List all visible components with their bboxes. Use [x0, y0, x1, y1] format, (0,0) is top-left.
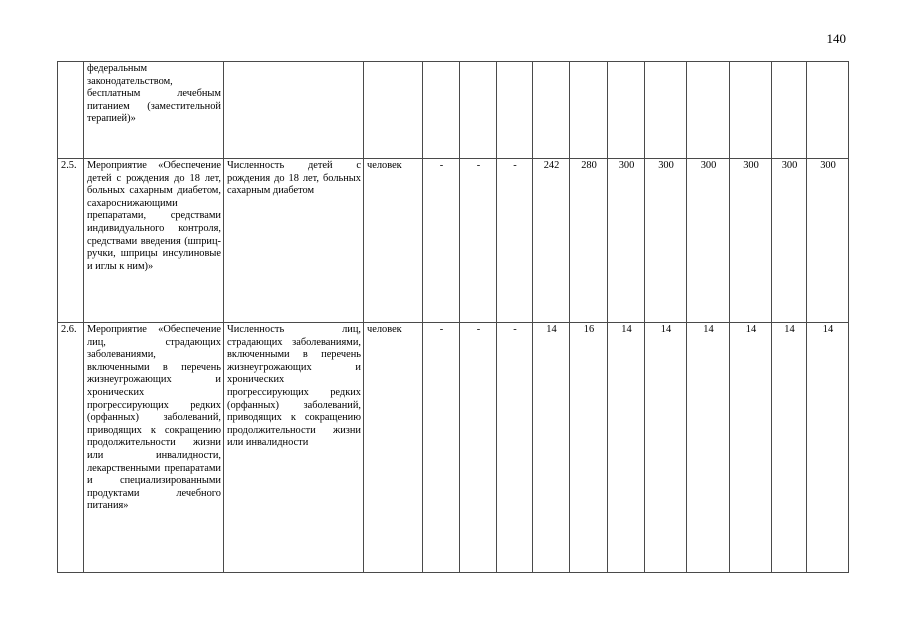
value-cell: [645, 62, 687, 159]
value-cell: 14: [730, 323, 772, 573]
value-cell: 14: [533, 323, 570, 573]
value-cell: [423, 62, 460, 159]
value-cell: 300: [730, 159, 772, 323]
page-number: 140: [826, 31, 846, 46]
value-cell: 300: [645, 159, 687, 323]
value-cell: [608, 62, 645, 159]
value-cell: [460, 62, 497, 159]
value-cell: 14: [645, 323, 687, 573]
value-cell: -: [423, 159, 460, 323]
table-row: [58, 323, 849, 573]
value-cell: [497, 62, 533, 159]
value-cell: 242: [533, 159, 570, 323]
value-cell: -: [423, 323, 460, 573]
measure-description: Мероприятие «Обеспечение детей с рождения до 18 лет, больных сахарным диабетом, сахароснижающими препаратами, средствами индивидуального контроля, средствами введения (шприц-ручки, шприцы инсулиновые и иглы к ним)»: [84, 159, 224, 323]
value-cell: [570, 62, 608, 159]
value-cell: -: [460, 323, 497, 573]
value-cell: 14: [807, 323, 849, 573]
value-cell: -: [497, 323, 533, 573]
value-cell: 300: [772, 159, 807, 323]
table-row: [58, 62, 849, 159]
value-cell: -: [460, 159, 497, 323]
unit-cell: человек: [364, 323, 423, 573]
value-cell: 14: [772, 323, 807, 573]
program-table: [57, 61, 849, 573]
value-cell: [807, 62, 849, 159]
value-cell: [533, 62, 570, 159]
table-row: [58, 159, 849, 323]
row-number: 2.6.: [58, 323, 84, 573]
value-cell: [687, 62, 730, 159]
value-cell: 300: [608, 159, 645, 323]
indicator-name: [224, 62, 364, 159]
unit-cell: [364, 62, 423, 159]
row-number: 2.5.: [58, 159, 84, 323]
row-number: [58, 62, 84, 159]
indicator-name: Численность лиц, страдающих заболеваниями, включенными в перечень жизнеугрожающих и хронических прогрессирующих редких (орфанных) заболеваний, приводящих к сокращению продолжительности жизни или инвалидности: [224, 323, 364, 573]
value-cell: [772, 62, 807, 159]
value-cell: 300: [807, 159, 849, 323]
value-cell: 16: [570, 323, 608, 573]
unit-cell: человек: [364, 159, 423, 323]
measure-description: Мероприятие «Обеспечение лиц, страдающих заболеваниями, включенными в перечень жизнеугрожающих и хронических прогрессирующих редких (орфанных) заболеваний, приводящих к сокращению продолжительности жизни или инвалидности, лекарственными препаратами и специализированными продуктами лечебного питания»: [84, 323, 224, 573]
value-cell: 14: [608, 323, 645, 573]
value-cell: -: [497, 159, 533, 323]
measure-description: федеральным законодательством, бесплатным лечебным питанием (заместительной терапией)»: [84, 62, 224, 159]
value-cell: 300: [687, 159, 730, 323]
value-cell: 14: [687, 323, 730, 573]
value-cell: 280: [570, 159, 608, 323]
indicator-name: Численность детей с рождения до 18 лет, больных сахарным диабетом: [224, 159, 364, 323]
value-cell: [730, 62, 772, 159]
